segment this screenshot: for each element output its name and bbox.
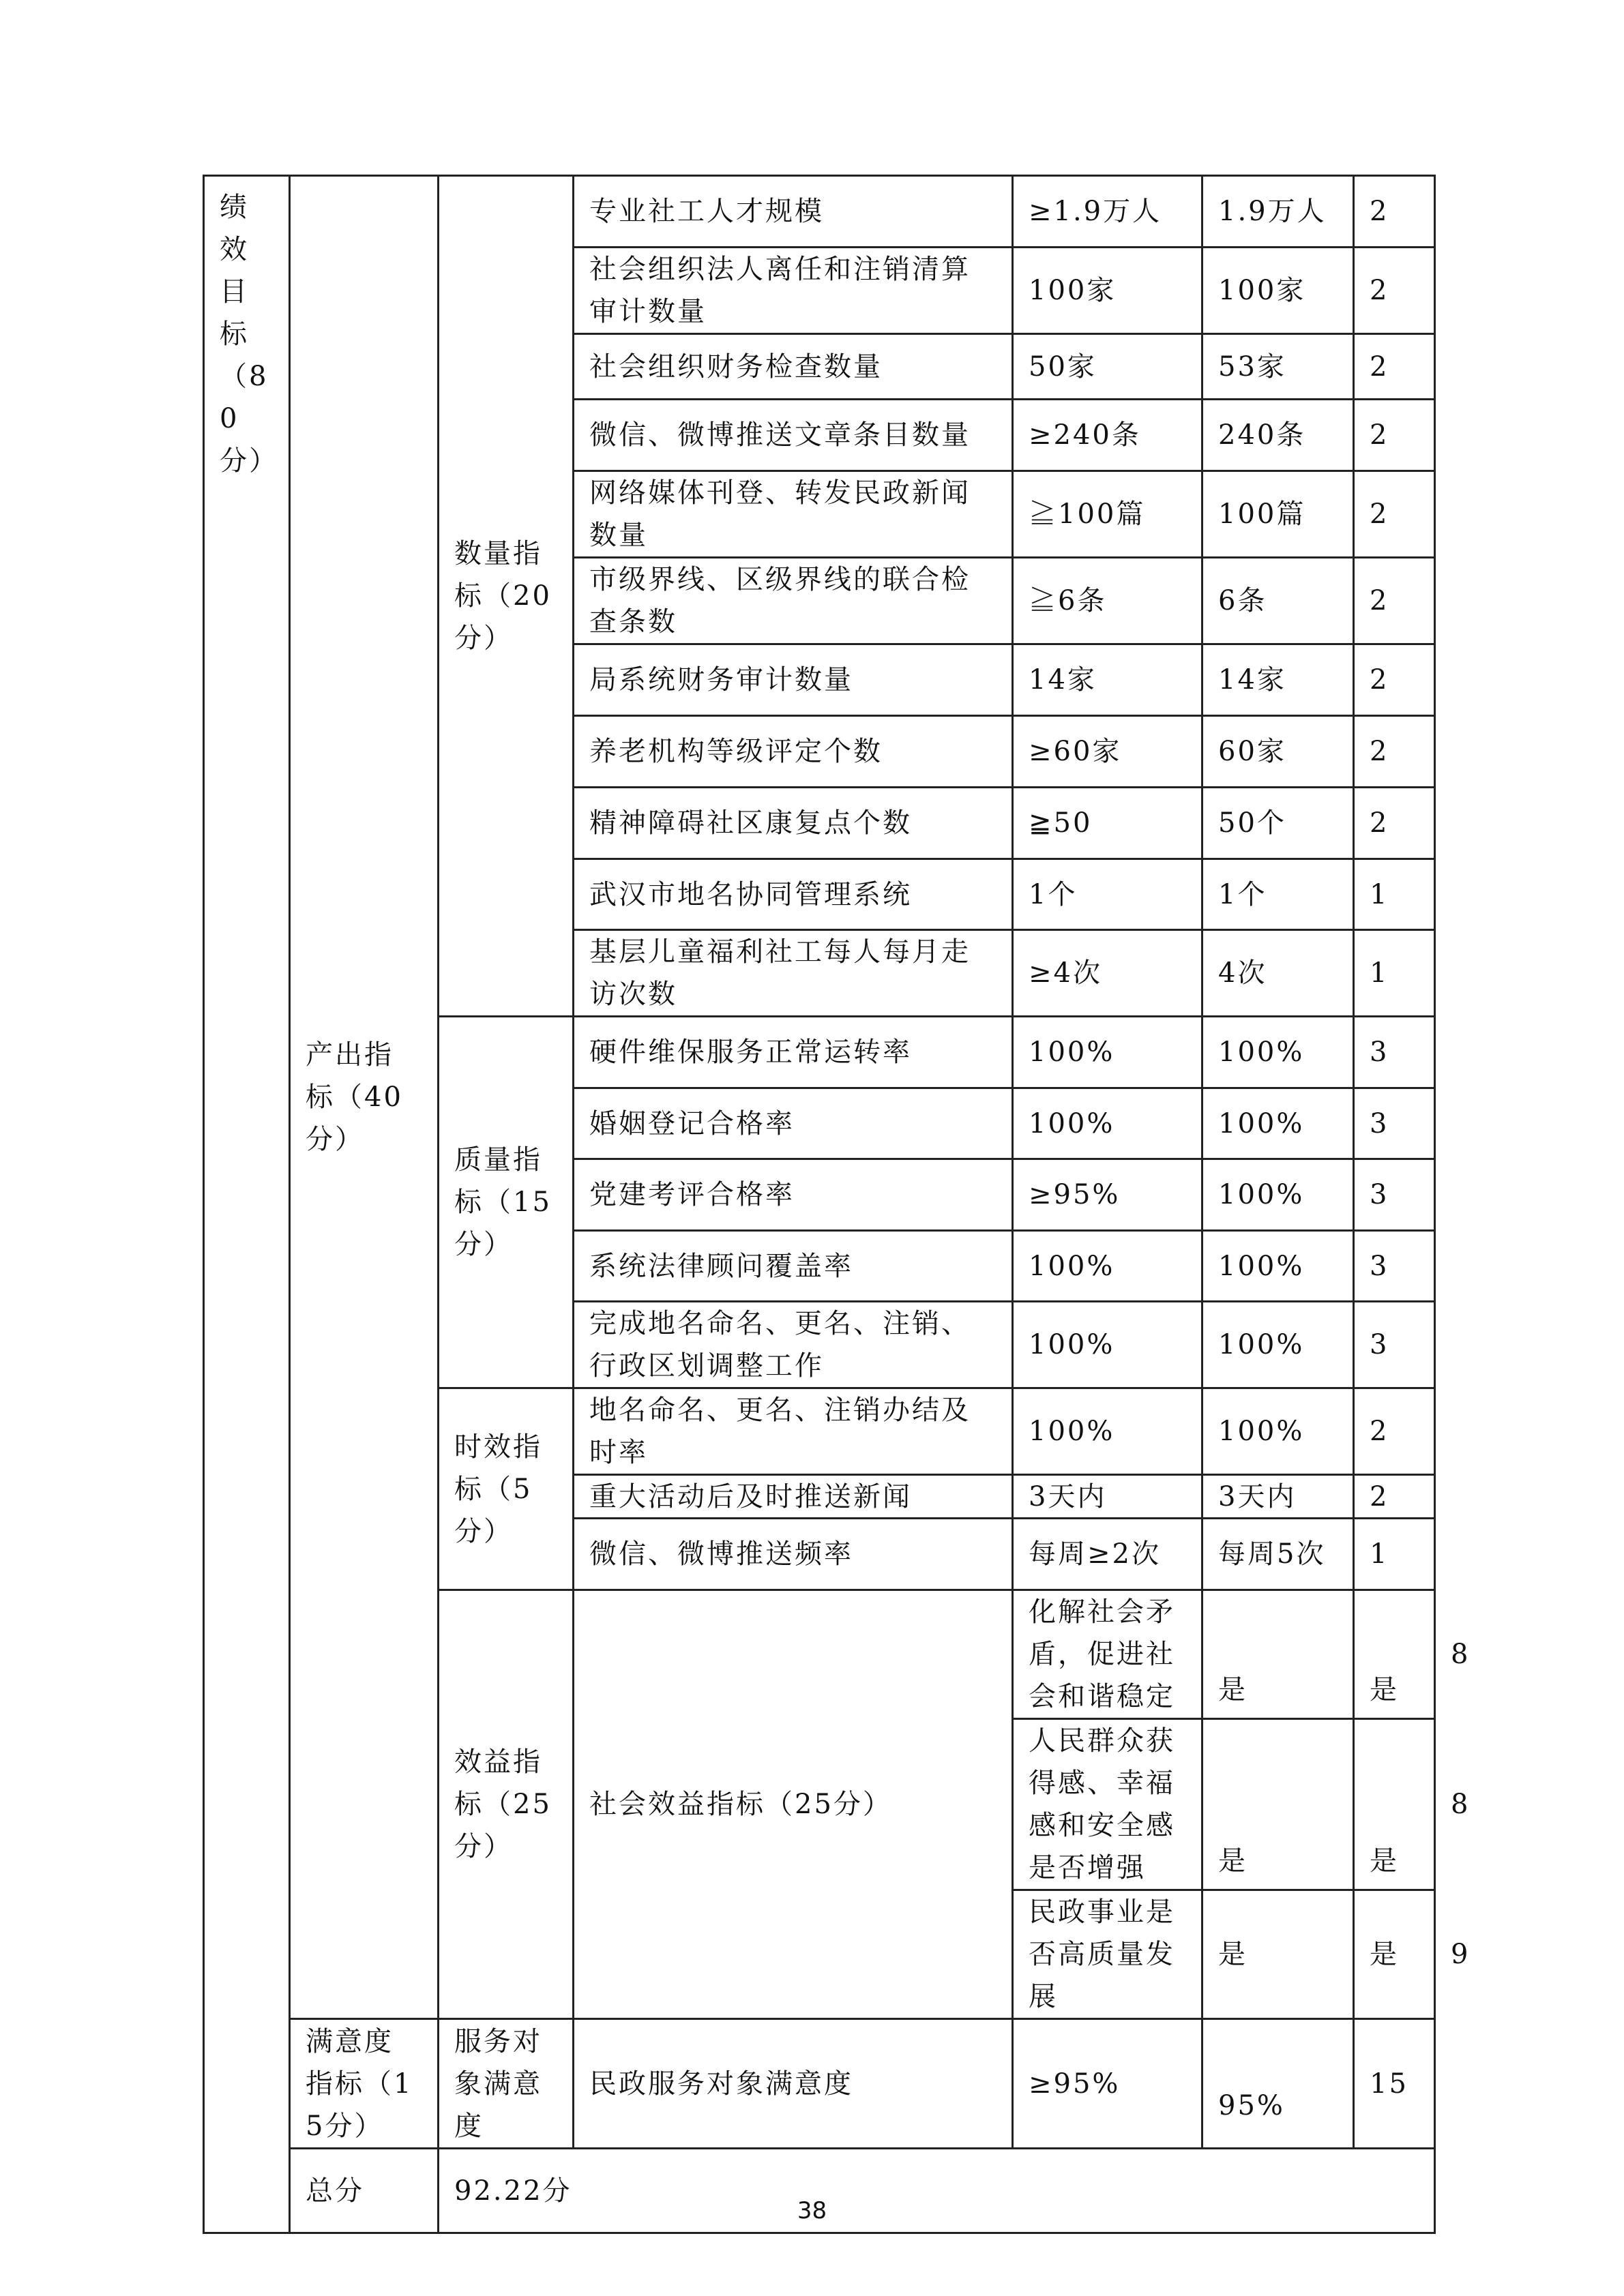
score-value: 2 — [1354, 716, 1435, 788]
target-value: ≧6条 — [1013, 558, 1202, 644]
actual-value: 50个 — [1202, 788, 1354, 859]
actual-value: 6条 — [1202, 558, 1354, 644]
score-value: 2 — [1354, 1388, 1435, 1475]
score-value: 2 — [1354, 334, 1435, 400]
actual-value: 100% — [1202, 1159, 1354, 1231]
actual-value: 100% — [1202, 1231, 1354, 1302]
score-value: 2 — [1354, 1475, 1435, 1519]
target-value: 每周≥2次 — [1013, 1519, 1202, 1590]
actual-value: 53家 — [1202, 334, 1354, 400]
target-value: ≥4次 — [1013, 930, 1202, 1017]
indicator-name: 市级界线、区级界线的联合检查条数 — [574, 558, 1013, 644]
indicator-name: 重大活动后及时推送新闻 — [574, 1475, 1013, 1519]
actual-value: 100% — [1202, 1017, 1354, 1088]
performance-table: 绩效目标（80分） 产出指标（40分） 数量指标（20分） 专业社工人才规模 ≥1.9万人 1.9万人 2 社会组织法人离任和注销清算审计数量 100家 100家 2 社会组织财务检查数量 50家 53家 2 微信、微博推送文章条目数量 ≥240条 240条 2 网络媒体刊登、转发民政新闻数量 ≧100篇 100篇 2 市级界线、区级界线的联合检查条数 ≧6条 6条 2 局系统财务审计数量 14家 14家 2 养老机构等级评定个数 ≥60家 60家 2 精神障碍社区康复点个数 ≧50 50个 2 武汉市地名协同管理系统 1个 1个 1 基层儿童福利社工每人每月走访次数 ≥4次 4次 1 质量指标（15分） 硬件维保服务正常运转率 100% 100% 3 婚姻登记合格率 100% 100% 3 党建考评合格率 ≥95% 100% 3 系统法律顾问覆盖率 100% 100% 3 完成地名命名、更名、注销、行政区划调整工作 100% 100% 3 时效指标（5分） 地名命名、更名、注销办结及时率 100% 100% 2 重大活动后及时推送新闻 3天内 3天内 2 微信、微博推送频率 每周≥2次 每周5次 1 效益指标（25分） 社会效益指标（25分） 化解社会矛盾，促进社会和谐稳定 是 是 8 人民群众获得感、幸福感和安全感是否增强 是 是 8 民政事业是否高质量发展 是 是 9 满意度指标（15分） 服务对象满意度 民政服务对象满意度 ≥95% 95% 15 总分 92.22分 — [203, 175, 1436, 2234]
indicator-name: 民政事业是否高质量发展 — [1013, 1890, 1202, 2019]
actual-value: 100% — [1202, 1088, 1354, 1159]
target-value: ≥1.9万人 — [1013, 176, 1202, 248]
target-value: ≧50 — [1013, 788, 1202, 859]
score-value: 3 — [1354, 1159, 1435, 1231]
target-value: ≥95% — [1013, 2019, 1202, 2149]
actual-value: 100家 — [1202, 248, 1354, 334]
score-value: 2 — [1354, 644, 1435, 716]
indicator-name: 武汉市地名协同管理系统 — [574, 859, 1013, 930]
quality-indicator-cell: 质量指标（15分） — [439, 1017, 574, 1388]
actual-value: 100% — [1202, 1388, 1354, 1475]
timeliness-indicator-cell: 时效指标（5分） — [439, 1388, 574, 1590]
score-value: 15 — [1354, 2019, 1435, 2149]
score-value: 3 — [1354, 1302, 1435, 1388]
indicator-name: 人民群众获得感、幸福感和安全感是否增强 — [1013, 1719, 1202, 1890]
actual-value: 100% — [1202, 1302, 1354, 1388]
indicator-name: 民政服务对象满意度 — [574, 2019, 1013, 2149]
actual-value: 是 — [1354, 1890, 1435, 2019]
total-label-cell: 总分 — [290, 2149, 439, 2233]
indicator-name: 社会组织法人离任和注销清算审计数量 — [574, 248, 1013, 334]
actual-value: 每周5次 — [1202, 1519, 1354, 1590]
benefit-indicator-cell: 效益指标（25分） — [439, 1590, 574, 2019]
indicator-name: 局系统财务审计数量 — [574, 644, 1013, 716]
indicator-name: 化解社会矛盾，促进社会和谐稳定 — [1013, 1590, 1202, 1719]
score-value: 2 — [1354, 558, 1435, 644]
indicator-name: 系统法律顾问覆盖率 — [574, 1231, 1013, 1302]
score-value: 1 — [1354, 930, 1435, 1017]
target-value: 100% — [1013, 1302, 1202, 1388]
indicator-name: 婚姻登记合格率 — [574, 1088, 1013, 1159]
score-value: 2 — [1354, 471, 1435, 558]
actual-value: 95% — [1202, 2019, 1354, 2149]
target-value: 100% — [1013, 1017, 1202, 1088]
indicator-name: 精神障碍社区康复点个数 — [574, 788, 1013, 859]
target-value: 50家 — [1013, 334, 1202, 400]
indicator-name: 完成地名命名、更名、注销、行政区划调整工作 — [574, 1302, 1013, 1388]
total-value-cell: 92.22分 — [439, 2149, 1435, 2233]
actual-value: 14家 — [1202, 644, 1354, 716]
actual-value: 3天内 — [1202, 1475, 1354, 1519]
target-value: 是 — [1202, 1890, 1354, 2019]
indicator-name: 专业社工人才规模 — [574, 176, 1013, 248]
target-value: 100家 — [1013, 248, 1202, 334]
target-value: ≥240条 — [1013, 400, 1202, 471]
target-value: 14家 — [1013, 644, 1202, 716]
indicator-name: 地名命名、更名、注销办结及时率 — [574, 1388, 1013, 1475]
actual-value: 60家 — [1202, 716, 1354, 788]
actual-value: 1个 — [1202, 859, 1354, 930]
score-value: 2 — [1354, 400, 1435, 471]
perf-goal-cell: 绩效目标（80分） — [204, 176, 290, 2233]
indicator-name: 微信、微博推送频率 — [574, 1519, 1013, 1590]
target-value: 是 — [1202, 1590, 1354, 1719]
quantity-indicator-cell: 数量指标（20分） — [439, 176, 574, 1017]
target-value: 3天内 — [1013, 1475, 1202, 1519]
score-value: 1 — [1354, 859, 1435, 930]
social-benefit-cell: 社会效益指标（25分） — [574, 1590, 1013, 2019]
actual-value: 是 — [1354, 1590, 1435, 1719]
actual-value: 240条 — [1202, 400, 1354, 471]
target-value: 100% — [1013, 1388, 1202, 1475]
indicator-name: 基层儿童福利社工每人每月走访次数 — [574, 930, 1013, 1017]
target-value: 100% — [1013, 1088, 1202, 1159]
output-indicator-cell: 产出指标（40分） — [290, 176, 439, 2019]
indicator-name: 硬件维保服务正常运转率 — [574, 1017, 1013, 1088]
target-value: 100% — [1013, 1231, 1202, 1302]
indicator-name: 养老机构等级评定个数 — [574, 716, 1013, 788]
indicator-name: 党建考评合格率 — [574, 1159, 1013, 1231]
target-value: ≧100篇 — [1013, 471, 1202, 558]
score-value: 2 — [1354, 248, 1435, 334]
score-value: 3 — [1354, 1017, 1435, 1088]
target-value: ≥95% — [1013, 1159, 1202, 1231]
actual-value: 是 — [1354, 1719, 1435, 1890]
satisfaction-indicator-cell: 满意度指标（15分） — [290, 2019, 439, 2149]
actual-value: 4次 — [1202, 930, 1354, 1017]
page-number: 38 — [797, 2197, 827, 2224]
target-value: 是 — [1202, 1719, 1354, 1890]
score-value: 3 — [1354, 1231, 1435, 1302]
score-value: 2 — [1354, 176, 1435, 248]
indicator-name: 网络媒体刊登、转发民政新闻数量 — [574, 471, 1013, 558]
actual-value: 1.9万人 — [1202, 176, 1354, 248]
indicator-name: 微信、微博推送文章条目数量 — [574, 400, 1013, 471]
score-value: 3 — [1354, 1088, 1435, 1159]
service-satisfaction-cell: 服务对象满意度 — [439, 2019, 574, 2149]
indicator-name: 社会组织财务检查数量 — [574, 334, 1013, 400]
target-value: 1个 — [1013, 859, 1202, 930]
target-value: ≥60家 — [1013, 716, 1202, 788]
score-value: 2 — [1354, 788, 1435, 859]
actual-value: 100篇 — [1202, 471, 1354, 558]
score-value: 1 — [1354, 1519, 1435, 1590]
